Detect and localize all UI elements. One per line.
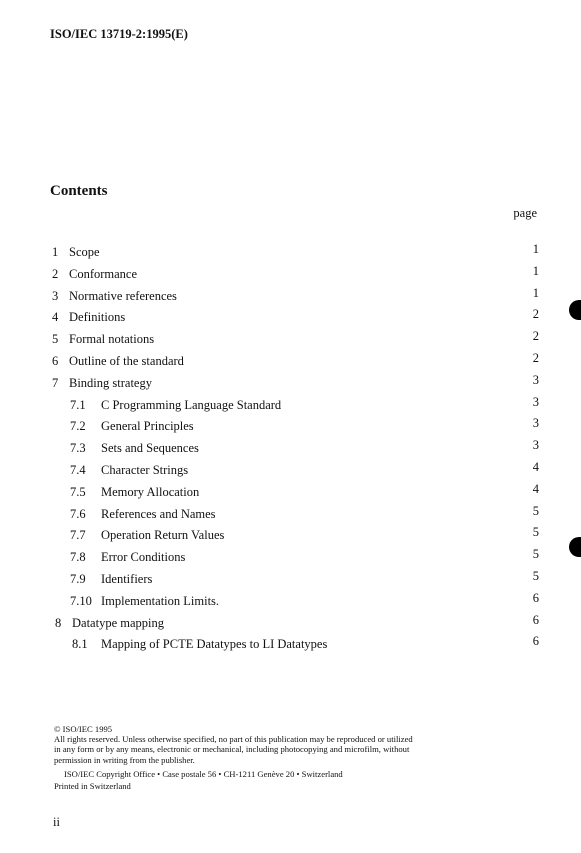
printed-in: Printed in Switzerland [54, 781, 131, 791]
toc-entry[interactable] [0, 569, 581, 591]
document-id: ISO/IEC 13719-2:1995(E) [50, 27, 188, 41]
toc-entry[interactable] [0, 307, 581, 329]
toc-entry-title: Sets and Sequences [101, 441, 199, 456]
toc-entry[interactable] [0, 395, 581, 417]
toc-entry-title: Character Strings [101, 462, 189, 477]
toc-entry-title: References and Names [101, 506, 216, 521]
contents-heading: Contents [50, 183, 108, 199]
toc-entry-title: Binding strategy [69, 375, 152, 390]
toc-entry[interactable] [0, 547, 581, 569]
toc-entry-page: 3 [532, 394, 539, 409]
copyright-notice: © ISO/IEC 1995 [54, 724, 113, 734]
copyright-office: ISO/IEC Copyright Office • Case postale 56 • CH-1211 Genève 20 • Switzerland [64, 768, 343, 779]
toc-entry-title: Operation Return Values [101, 528, 225, 543]
toc-entry-number: 2 [52, 266, 59, 281]
toc-entry[interactable] [0, 286, 581, 308]
toc-entry-title: General Principles [101, 419, 194, 434]
toc-entry-page: 5 [532, 547, 539, 562]
toc-entry[interactable] [0, 242, 581, 264]
page-column-label: page [513, 206, 537, 220]
toc-entry[interactable] [0, 329, 581, 351]
toc-entry-title: Memory Allocation [101, 484, 200, 499]
toc-entry-title: Normative references [69, 288, 177, 303]
toc-entry-page: 2 [532, 307, 539, 322]
toc-entry-page: 5 [532, 568, 539, 583]
toc-entry[interactable] [0, 438, 581, 460]
toc-entry-number: 7.7 [70, 528, 86, 543]
toc-entry-number: 7.8 [70, 550, 86, 565]
toc-entry-title: Scope [69, 245, 100, 259]
toc-entry-page: 1 [532, 242, 539, 256]
toc-entry-page: 1 [532, 263, 539, 278]
toc-entry-number: 5 [52, 332, 59, 347]
toc-entry-page: 5 [532, 525, 539, 540]
toc-entry-title: Datatype mapping [72, 615, 164, 630]
toc-entry-number: 7.10 [70, 593, 92, 608]
toc-entry-title: Definitions [69, 310, 126, 325]
toc-entry-number: 7.4 [70, 462, 86, 477]
toc-entry-number: 7.1 [70, 397, 86, 412]
toc-entry[interactable] [0, 525, 581, 547]
toc-entry[interactable] [0, 482, 581, 504]
toc-entry[interactable] [0, 373, 581, 395]
toc-entry-page: 6 [532, 634, 539, 649]
toc-entry-number: 3 [52, 288, 59, 303]
toc-entry[interactable] [0, 264, 581, 286]
toc-entry[interactable] [0, 634, 581, 656]
toc-entry-page: 4 [532, 481, 539, 496]
rights-statement: All rights reserved. Unless otherwise specified, no part of this publication may be reproduced or utilized in any form or by any means, electronic or mechanical, including photocopying and microfilm, without permission in writing from the publisher. [54, 734, 413, 765]
toc-entry-page: 2 [532, 329, 539, 344]
toc-entry-number: 8 [55, 615, 62, 630]
toc-entry-number: 7.6 [70, 506, 86, 521]
toc-entry-page: 2 [532, 350, 539, 365]
toc-entry[interactable] [0, 504, 581, 526]
toc-entry-title: Identifiers [101, 571, 153, 586]
toc-entry[interactable] [0, 351, 581, 373]
toc-entry-page: 5 [532, 503, 539, 518]
toc-entry-number: 7.9 [70, 571, 86, 586]
table-of-contents [0, 242, 581, 656]
toc-entry-title: Error Conditions [101, 550, 186, 565]
toc-entry-number: 7 [52, 375, 59, 390]
toc-entry[interactable] [0, 416, 581, 438]
toc-entry[interactable] [0, 591, 581, 613]
toc-entry-title: Conformance [69, 266, 138, 281]
toc-entry-page: 3 [532, 416, 539, 431]
toc-entry-number: 4 [52, 310, 59, 325]
toc-entry-number: 7.3 [70, 441, 86, 456]
copyright-block [54, 724, 414, 779]
toc-entry-number: 8.1 [72, 637, 88, 652]
toc-entry-number: 7.2 [70, 419, 86, 434]
toc-entry-number: 7.5 [70, 484, 86, 499]
toc-entry-title: Formal notations [69, 332, 155, 347]
toc-entry-title: Implementation Limits. [101, 593, 220, 608]
toc-entry-page: 6 [532, 612, 539, 627]
toc-entry-title: Outline of the standard [69, 353, 184, 368]
page-number: ii [53, 815, 60, 829]
toc-entry[interactable] [0, 460, 581, 482]
toc-entry-number: 6 [52, 353, 59, 368]
toc-entry-page: 3 [532, 372, 539, 387]
toc-entry-page: 4 [532, 459, 539, 474]
toc-entry-title: Mapping of PCTE Datatypes to LI Datatypes [101, 637, 328, 652]
toc-entry-page: 6 [532, 590, 539, 605]
toc-entry-page: 3 [532, 438, 539, 453]
toc-entry-page: 1 [532, 285, 539, 300]
toc-entry[interactable] [0, 613, 581, 635]
toc-entry-title: C Programming Language Standard [101, 397, 282, 412]
toc-entry-number: 1 [52, 245, 59, 259]
